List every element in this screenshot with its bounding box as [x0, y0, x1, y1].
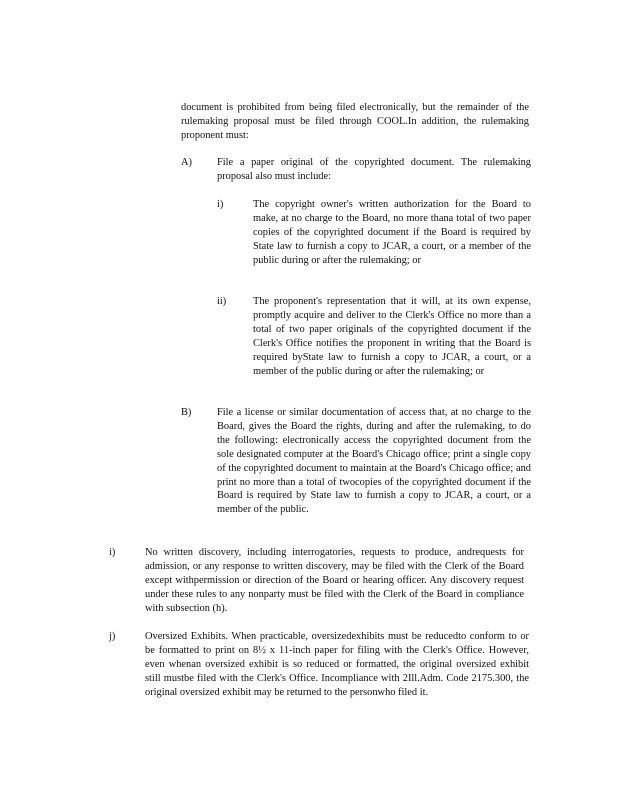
item-b-label: B) — [181, 407, 192, 418]
section-i-label: i) — [109, 547, 116, 558]
subitem-ii-text: The proponent's representation that it will, at its own expense, promptly acquire and deliver to the Clerk's Office no more than a total of two paper originals of the copyrighted document if the Clerk's Office notifies the proponent in writing that the Board is required byState law to furnish a copy to JCAR, a court, or a member of the public during or after the rulemaking; or — [253, 296, 531, 377]
section-j-label: j) — [109, 631, 116, 642]
subitem-i-text: The copyright owner's written authorization for the Board to make, at no charge to the Board, no more thana total of two paper copies of the copyrighted document if the Board is required by State law to furnish a copy to JCAR, a court, or a member of the public during or after the rulemaking; or — [253, 199, 531, 266]
section-j-text: Oversized Exhibits. When practicable, oversizedexhibits must be reducedto conform to or be formatted to print on 8½ x 11-inch paper for filing with the Clerk's Office. However, even whenan oversized exhibit is so reduced or formatted, the original oversized exhibit still mustbe filed with the Clerk's Office. Incompliance with 2Ill.Adm. Code 2175.300, the original oversized exhibit may be returned to the personwho filed it. — [145, 631, 529, 698]
intro-paragraph: document is prohibited from being filed electronically, but the remainder of the rulemaking proposal must be filed through COOL.In addition, the rulemaking proponent must: — [181, 102, 529, 141]
section-i-text: No written discovery, including interrogatories, requests to produce, andrequests for admission, or any response to written discovery, may be filed with the Clerk of the Board except withpermission or direction of the Board or hearing officer. Any discovery request under these rules to any nonparty must be filed with the Clerk of the Board in compliance with subsection (h). — [145, 547, 524, 614]
subitem-i-label: i) — [217, 199, 224, 210]
item-a-label: A) — [181, 157, 192, 168]
item-a-text: File a paper original of the copyrighted document. The rulemaking proposal also must include: — [217, 157, 531, 182]
item-b-text: File a license or similar documentation of access that, at no charge to the Board, gives the Board the rights, during and after the rulemaking, to do the following: electronically access the copyrighted document from the sole designated computer at the Board's Chicago office; print a single copy of the copyrighted document to maintain at the Board's Chicago office; and print no more than a total of twocopies of the copyrighted document if the Board is required by State law to furnish a copy to JCAR, a court, or a member of the public. — [217, 407, 531, 516]
subitem-ii-label: ii) — [217, 296, 227, 307]
